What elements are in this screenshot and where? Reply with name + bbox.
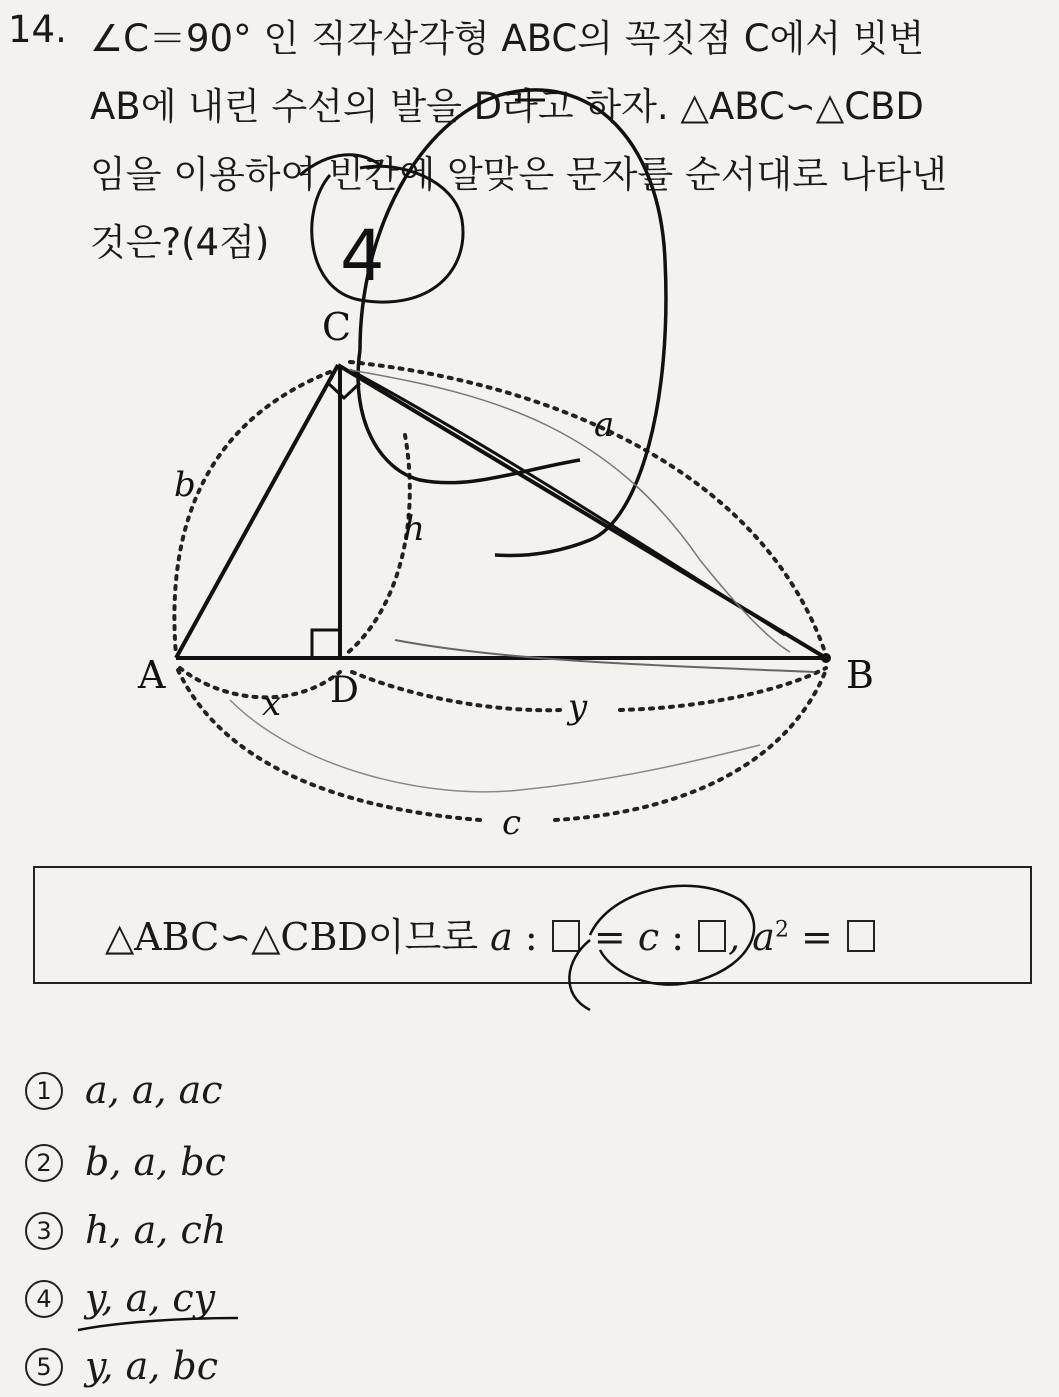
- side-label-b: b: [174, 465, 196, 505]
- question-number: 14.: [8, 8, 67, 51]
- choice-number-3: 3: [25, 1212, 63, 1250]
- formula-exponent: 2: [774, 917, 789, 943]
- side-label-y: y: [568, 687, 588, 727]
- choice-4[interactable]: [25, 1276, 215, 1320]
- choice-2[interactable]: [25, 1140, 226, 1184]
- choice-5[interactable]: [25, 1344, 218, 1388]
- choice-text-4: y, a, cy: [85, 1276, 216, 1320]
- choice-number-4: 4: [25, 1280, 63, 1318]
- side-AC: [176, 365, 338, 658]
- question-line-1: ∠C＝90° 인 직각삼각형 ABC의 꼭짓점 C에서 빗변: [90, 17, 925, 60]
- blank-1[interactable]: [552, 920, 580, 952]
- side-label-c: c: [502, 803, 522, 843]
- choice-number-1: 1: [25, 1072, 63, 1110]
- arc-c-right: [555, 670, 826, 820]
- box-prefix: △ABC∽△CBD이므로: [105, 915, 479, 959]
- blank-3[interactable]: [847, 920, 875, 952]
- arc-x: [180, 668, 340, 697]
- question-line-3: 임을 이용하여 빈칸에 알맞은 문자를 순서대로 나타낸: [90, 153, 947, 196]
- question-line-2: AB에 내린 수선의 발을 D라고 하자. △ABC∽△CBD: [90, 85, 924, 128]
- choice-1[interactable]: [25, 1068, 223, 1112]
- choice-number-2: 2: [25, 1144, 63, 1182]
- vertex-label-C: C: [322, 305, 352, 349]
- side-label-x: x: [262, 684, 282, 724]
- choice-text-2: b, a, bc: [85, 1140, 226, 1184]
- fill-in-box: [33, 866, 1032, 984]
- side-label-a: a: [594, 405, 615, 445]
- pen-answer-digit: 4: [340, 215, 385, 297]
- choice-number-5: 5: [25, 1348, 63, 1386]
- right-angle-D: [312, 630, 340, 658]
- right-angle-C: [328, 383, 360, 398]
- choice-3[interactable]: [25, 1208, 226, 1252]
- arc-y-left: [352, 672, 560, 710]
- arc-b: [174, 372, 330, 655]
- choice-text-1: a, a, ac: [85, 1068, 223, 1112]
- choice-text-5: y, a, bc: [85, 1344, 218, 1388]
- question-line-4: 것은?(4점): [90, 221, 270, 264]
- formula-colon-1: :: [524, 915, 538, 959]
- formula-c: c: [637, 915, 660, 959]
- formula-a: a: [490, 915, 513, 959]
- side-label-h: h: [403, 509, 425, 549]
- formula-a-squared-base: , a: [728, 915, 775, 959]
- formula-colon-2: :: [671, 915, 685, 959]
- point-B: [821, 653, 831, 663]
- formula-equals-1: =: [593, 915, 626, 959]
- formula-equals-2: =: [801, 915, 833, 959]
- vertex-label-B: B: [846, 653, 874, 697]
- vertex-label-A: A: [138, 653, 166, 697]
- arc-h: [345, 435, 410, 655]
- box-formula: [105, 906, 877, 961]
- vertex-label-D: D: [330, 670, 359, 711]
- blank-2[interactable]: [698, 920, 726, 952]
- choice-text-3: h, a, ch: [85, 1208, 227, 1252]
- arc-y-right: [620, 668, 826, 710]
